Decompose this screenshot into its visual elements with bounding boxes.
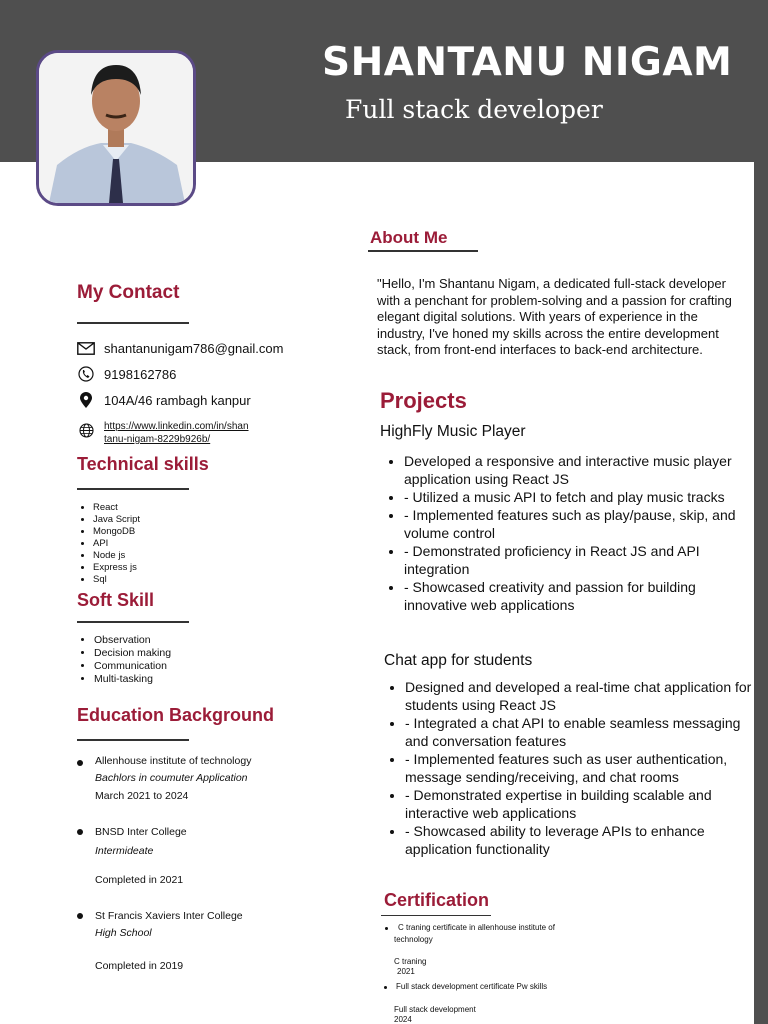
about-text: "Hello, I'm Shantanu Nigam, a dedicated full-stack developer with a penchant for problem-solving and a passion for crafting elegant digital solutions. With years of experience in the industry, I've honed my skills across the entire development stack, from front-end interfaces to back-end architecture.: [377, 276, 732, 357]
phone-icon: [76, 366, 96, 382]
contact-address: 104A/46 rambagh kanpur: [104, 392, 251, 408]
soft-skill-item: • Multi-tasking: [94, 673, 171, 686]
right-edge-strip: [754, 162, 768, 1024]
technical-skills-heading: Technical skills: [77, 454, 209, 474]
education-degree: Intermideate: [95, 845, 154, 857]
contact-email-row[interactable]: [76, 340, 283, 356]
education-period: Completed in 2019: [95, 960, 184, 972]
skill-item: • React: [93, 502, 140, 514]
education-school: Allenhouse institute of technology: [95, 755, 252, 767]
education-entry: [77, 910, 317, 974]
project-bullet: • Developed a responsive and interactive music player application using React JS: [404, 452, 754, 488]
skill-item: • API: [93, 538, 140, 550]
certification-detail: Full stack development: [394, 1005, 476, 1014]
technical-skills-divider: [77, 488, 189, 490]
education-period: March 2021 to 2024: [95, 790, 189, 802]
profile-photo-illustration: [39, 53, 193, 203]
certification-year: 2024: [394, 1015, 412, 1024]
contact-linkedin-row[interactable]: [76, 420, 249, 446]
skill-item: • MongoDB: [93, 526, 140, 538]
profile-photo: [36, 50, 196, 206]
soft-skills-divider: [77, 621, 189, 623]
linkedin-link-line-2: tanu-nigam-8229b926b/: [104, 434, 211, 445]
soft-skill-item: • Communication: [94, 660, 171, 673]
candidate-name: SHANTANU NIGAM: [322, 40, 733, 85]
project-title: Chat app for students: [384, 652, 533, 669]
project-bullet: • - Integrated a chat API to enable seamless messaging and conversation features: [405, 714, 753, 750]
project-bullet: • Designed and developed a real-time chat application for students using React JS: [405, 678, 753, 714]
soft-skills-heading: Soft Skill: [77, 590, 155, 610]
bullet-dot: [384, 986, 387, 989]
about-divider: [368, 250, 478, 252]
contact-divider: [77, 322, 189, 324]
contact-address-row: [76, 392, 251, 408]
certification-name-cont: technology: [394, 935, 433, 944]
bullet-dot: [385, 927, 388, 930]
project-bullet: • - Implemented features such as play/pause, skip, and volume control: [404, 506, 754, 542]
education-school: St Francis Xaviers Inter College: [95, 910, 243, 922]
bullet-dot: [77, 913, 83, 919]
soft-skill-item: • Decision making: [94, 647, 171, 660]
project-title: HighFly Music Player: [380, 423, 526, 440]
soft-skills-list: [77, 634, 171, 686]
skill-item: • Express js: [93, 562, 140, 574]
linkedin-link[interactable]: [104, 420, 249, 446]
technical-skills-list: [76, 502, 140, 586]
project-bullet: • - Implemented features such as user authentication, message sending/receiving, and chat rooms: [405, 750, 753, 786]
skill-item: • Node js: [93, 550, 140, 562]
mail-icon: [76, 340, 96, 356]
education-entry: [77, 826, 317, 886]
project-bullet: • - Showcased ability to leverage APIs to enhance application functionality: [405, 822, 753, 858]
education-period: Completed in 2021: [95, 874, 184, 886]
project-bullet: • - Demonstrated proficiency in React JS and API integration: [404, 542, 754, 578]
contact-heading: My Contact: [77, 282, 180, 303]
project-bullet: • - Showcased creativity and passion for building innovative web applications: [404, 578, 754, 614]
education-entry: [77, 755, 317, 805]
certification-name: Full stack development certificate Pw skills: [396, 982, 548, 991]
certification-year: 2021: [397, 967, 415, 976]
candidate-role: Full stack developer: [345, 95, 603, 124]
certification-divider: [381, 915, 491, 916]
project-bullets: [380, 452, 754, 614]
projects-heading: Projects: [380, 388, 467, 413]
project-bullet: • - Demonstrated expertise in building scalable and interactive web applications: [405, 786, 753, 822]
linkedin-link-line-1: https://www.linkedin.com/in/shan: [104, 421, 249, 432]
education-school: BNSD Inter College: [95, 826, 187, 838]
education-degree: Bachlors in coumuter Application: [95, 772, 248, 784]
skill-item: • Sql: [93, 574, 140, 586]
certification-detail: C traning: [394, 957, 427, 966]
contact-email: shantanunigam786@gnail.com: [104, 340, 284, 356]
contact-phone-row[interactable]: [76, 366, 176, 382]
location-pin-icon: [76, 392, 96, 408]
education-divider: [77, 739, 189, 741]
about-heading: About Me: [370, 228, 448, 247]
project-bullets: [381, 678, 753, 858]
certification-name: C traning certificate in allenhouse institute of: [398, 923, 555, 932]
bullet-dot: [77, 829, 83, 835]
education-degree: High School: [95, 927, 152, 939]
globe-icon: [76, 422, 96, 438]
certification-heading: Certification: [384, 890, 490, 910]
soft-skill-item: • Observation: [94, 634, 171, 647]
skill-item: • Java Script: [93, 514, 140, 526]
education-heading: Education Background: [77, 705, 275, 725]
project-bullet: • - Utilized a music API to fetch and play music tracks: [404, 488, 754, 506]
contact-phone: 9198162786: [104, 366, 177, 382]
bullet-dot: [77, 760, 83, 766]
